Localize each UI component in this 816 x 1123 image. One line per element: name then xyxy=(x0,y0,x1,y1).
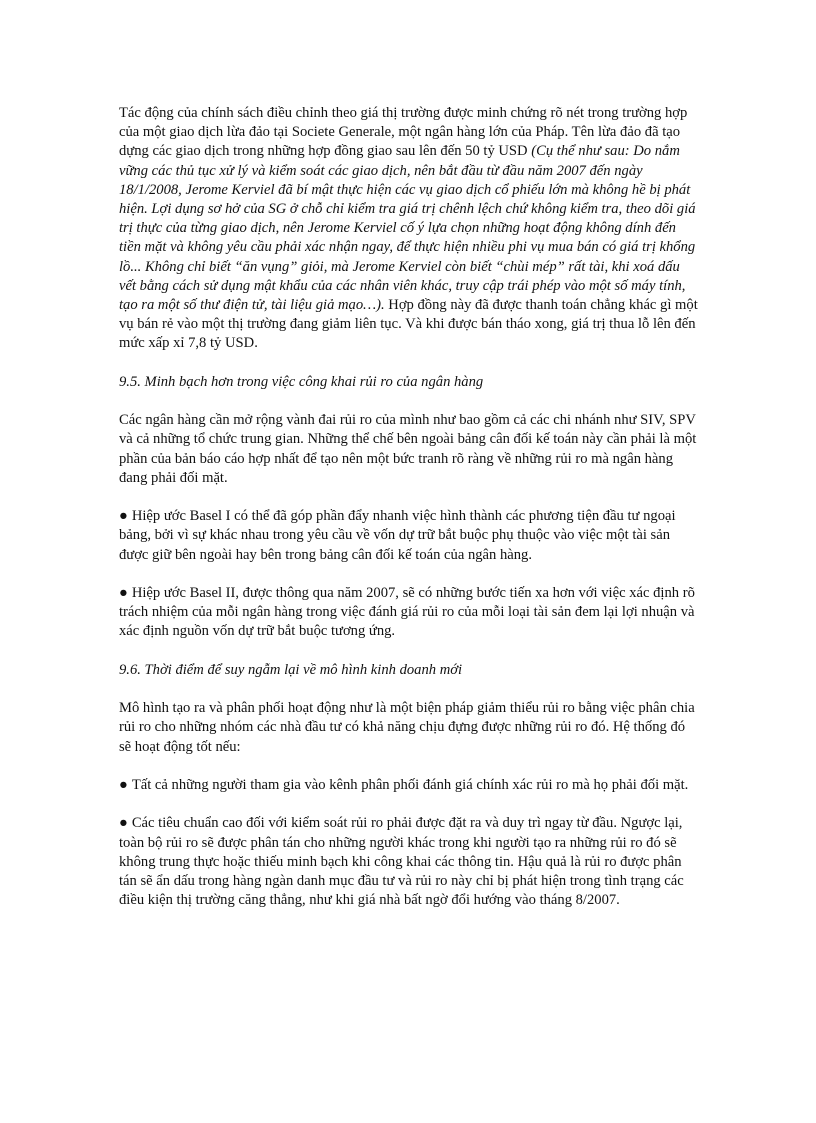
intro-tail: Hợp đồng này đã được thanh toán chẳng khác gì một vụ bán rẻ vào một thị trường đang giảm liên tục. Và khi được bán tháo xong, giá trị thua lỗ lên đến mức xấp xỉ 7,8 tỷ USD. xyxy=(119,297,698,352)
bullet-item xyxy=(119,814,699,910)
bullet-text: Hiệp ước Basel II, được thông qua năm 2007, sẽ có những bước tiến xa hơn với việc xác định rõ trách nhiệm của mỗi ngân hàng trong việc đánh giá rủi ro của mỗi loại tài sản đem lại lợi nhuận và xác định nguồn vốn dự trữ bắt buộc tương ứng. xyxy=(119,585,695,640)
bullet-icon: ● xyxy=(119,815,128,832)
section-9-5-paragraph: Các ngân hàng cần mở rộng vành đai rủi ro của mình như bao gồm cả các chi nhánh như SIV, SPV và cả những tổ chức trung gian. Những thể chế bên ngoài bảng cân đối kế toán này cần phải là một phần của bản báo cáo hợp nhất để tạo nên một bức tranh rõ ràng về những rủi ro mà ngân hàng đang phải đối mặt. xyxy=(119,412,697,486)
bullet-item xyxy=(119,584,699,642)
bullet-item xyxy=(119,776,699,795)
bullet-text: Tất cả những người tham gia vào kênh phân phối đánh giá chính xác rủi ro mà họ phải đối mặt. xyxy=(131,777,689,793)
bullet-text: Hiệp ước Basel I có thể đã góp phần đẩy nhanh việc hình thành các phương tiện đầu tư ngoại bảng, bởi vì sự khác nhau trong yêu cầu về vốn dự trữ bắt buộc phụ thuộc vào việc một tài sản được giữ bên ngoài hay bên trong bảng cân đối kế toán của ngân hàng. xyxy=(119,508,676,563)
intro-italic-detail: (Cụ thể như sau: Do nắm vững các thủ tục xử lý và kiểm soát các giao dịch, nên bắt đầu từ đầu năm 2007 đến ngày 18/1/2008, Jerome Kerviel đã bí mật thực hiện các vụ giao dịch cổ phiếu lớn mà không hề bị phát hiện. Lợi dụng sơ hở của SG ở chỗ chỉ kiểm tra giá trị chênh lệch chứ không kiểm tra, theo dõi giá trị thực của từng giao dịch, nên Jerome Kerviel cố ý lựa chọn những hoạt động không dính đến tiền mặt và không yêu cầu phải xác nhận ngay, để thực hiện nhiều phi vụ mua bán có giá trị khổng lồ... Không chỉ biết “ăn vụng” giỏi, mà Jerome Kerviel còn biết “chùi mép” rất tài, khi xoá dấu vết bằng cách sử dụng mật khẩu của các nhân viên khác, truy cập trái phép vào một số máy tính, tạo ra một số thư điện tử, tài liệu giả mạo…). xyxy=(119,143,696,314)
bullet-item xyxy=(119,507,699,565)
bullet-icon: ● xyxy=(119,777,128,793)
document-page xyxy=(119,104,699,930)
intro-lead: Tác động của chính sách điều chỉnh theo giá thị trường được minh chứng rõ nét trong trường hợp của một giao dịch lừa đảo tại Societe Generale, một ngân hàng lớn của Pháp. Tên lừa đảo đã tạo dựng các giao dịch trong những hợp đồng giao sau lên đến 50 tỷ USD xyxy=(119,105,688,160)
bullet-icon: ● xyxy=(119,508,128,525)
section-9-6-heading: 9.6. Thời điểm để suy ngẫm lại về mô hình kinh doanh mới xyxy=(119,661,463,678)
section-9-5-heading: 9.5. Minh bạch hơn trong việc công khai rủi ro của ngân hàng xyxy=(119,373,484,390)
bullet-icon: ● xyxy=(119,585,128,602)
bullet-text: Các tiêu chuẩn cao đối với kiểm soát rủi ro phải được đặt ra và duy trì ngay từ đầu. Ngược lại, toàn bộ rủi ro sẽ được phân tán cho những người khác trong khi người tạo ra những rủi ro đó sẽ không trung thực hoặc thiếu minh bạch khi công khai các thông tin. Hậu quả là rủi ro được phân tán sẽ ẩn dấu trong hàng ngàn danh mục đầu tư và rủi ro này chỉ bị phát hiện trong tình trạng các điều kiện thị trường căng thẳng, như khi giá nhà bất ngờ đổi hướng vào tháng 8/2007. xyxy=(119,815,684,909)
intro-paragraph xyxy=(119,104,699,354)
section-9-6-paragraph: Mô hình tạo ra và phân phối hoạt động như là một biện pháp giảm thiểu rủi ro bằng việc phân chia rủi ro cho những nhóm các nhà đầu tư có khả năng chịu đựng được những rủi ro đó. Hệ thống đó sẽ hoạt động tốt nếu: xyxy=(119,700,695,755)
